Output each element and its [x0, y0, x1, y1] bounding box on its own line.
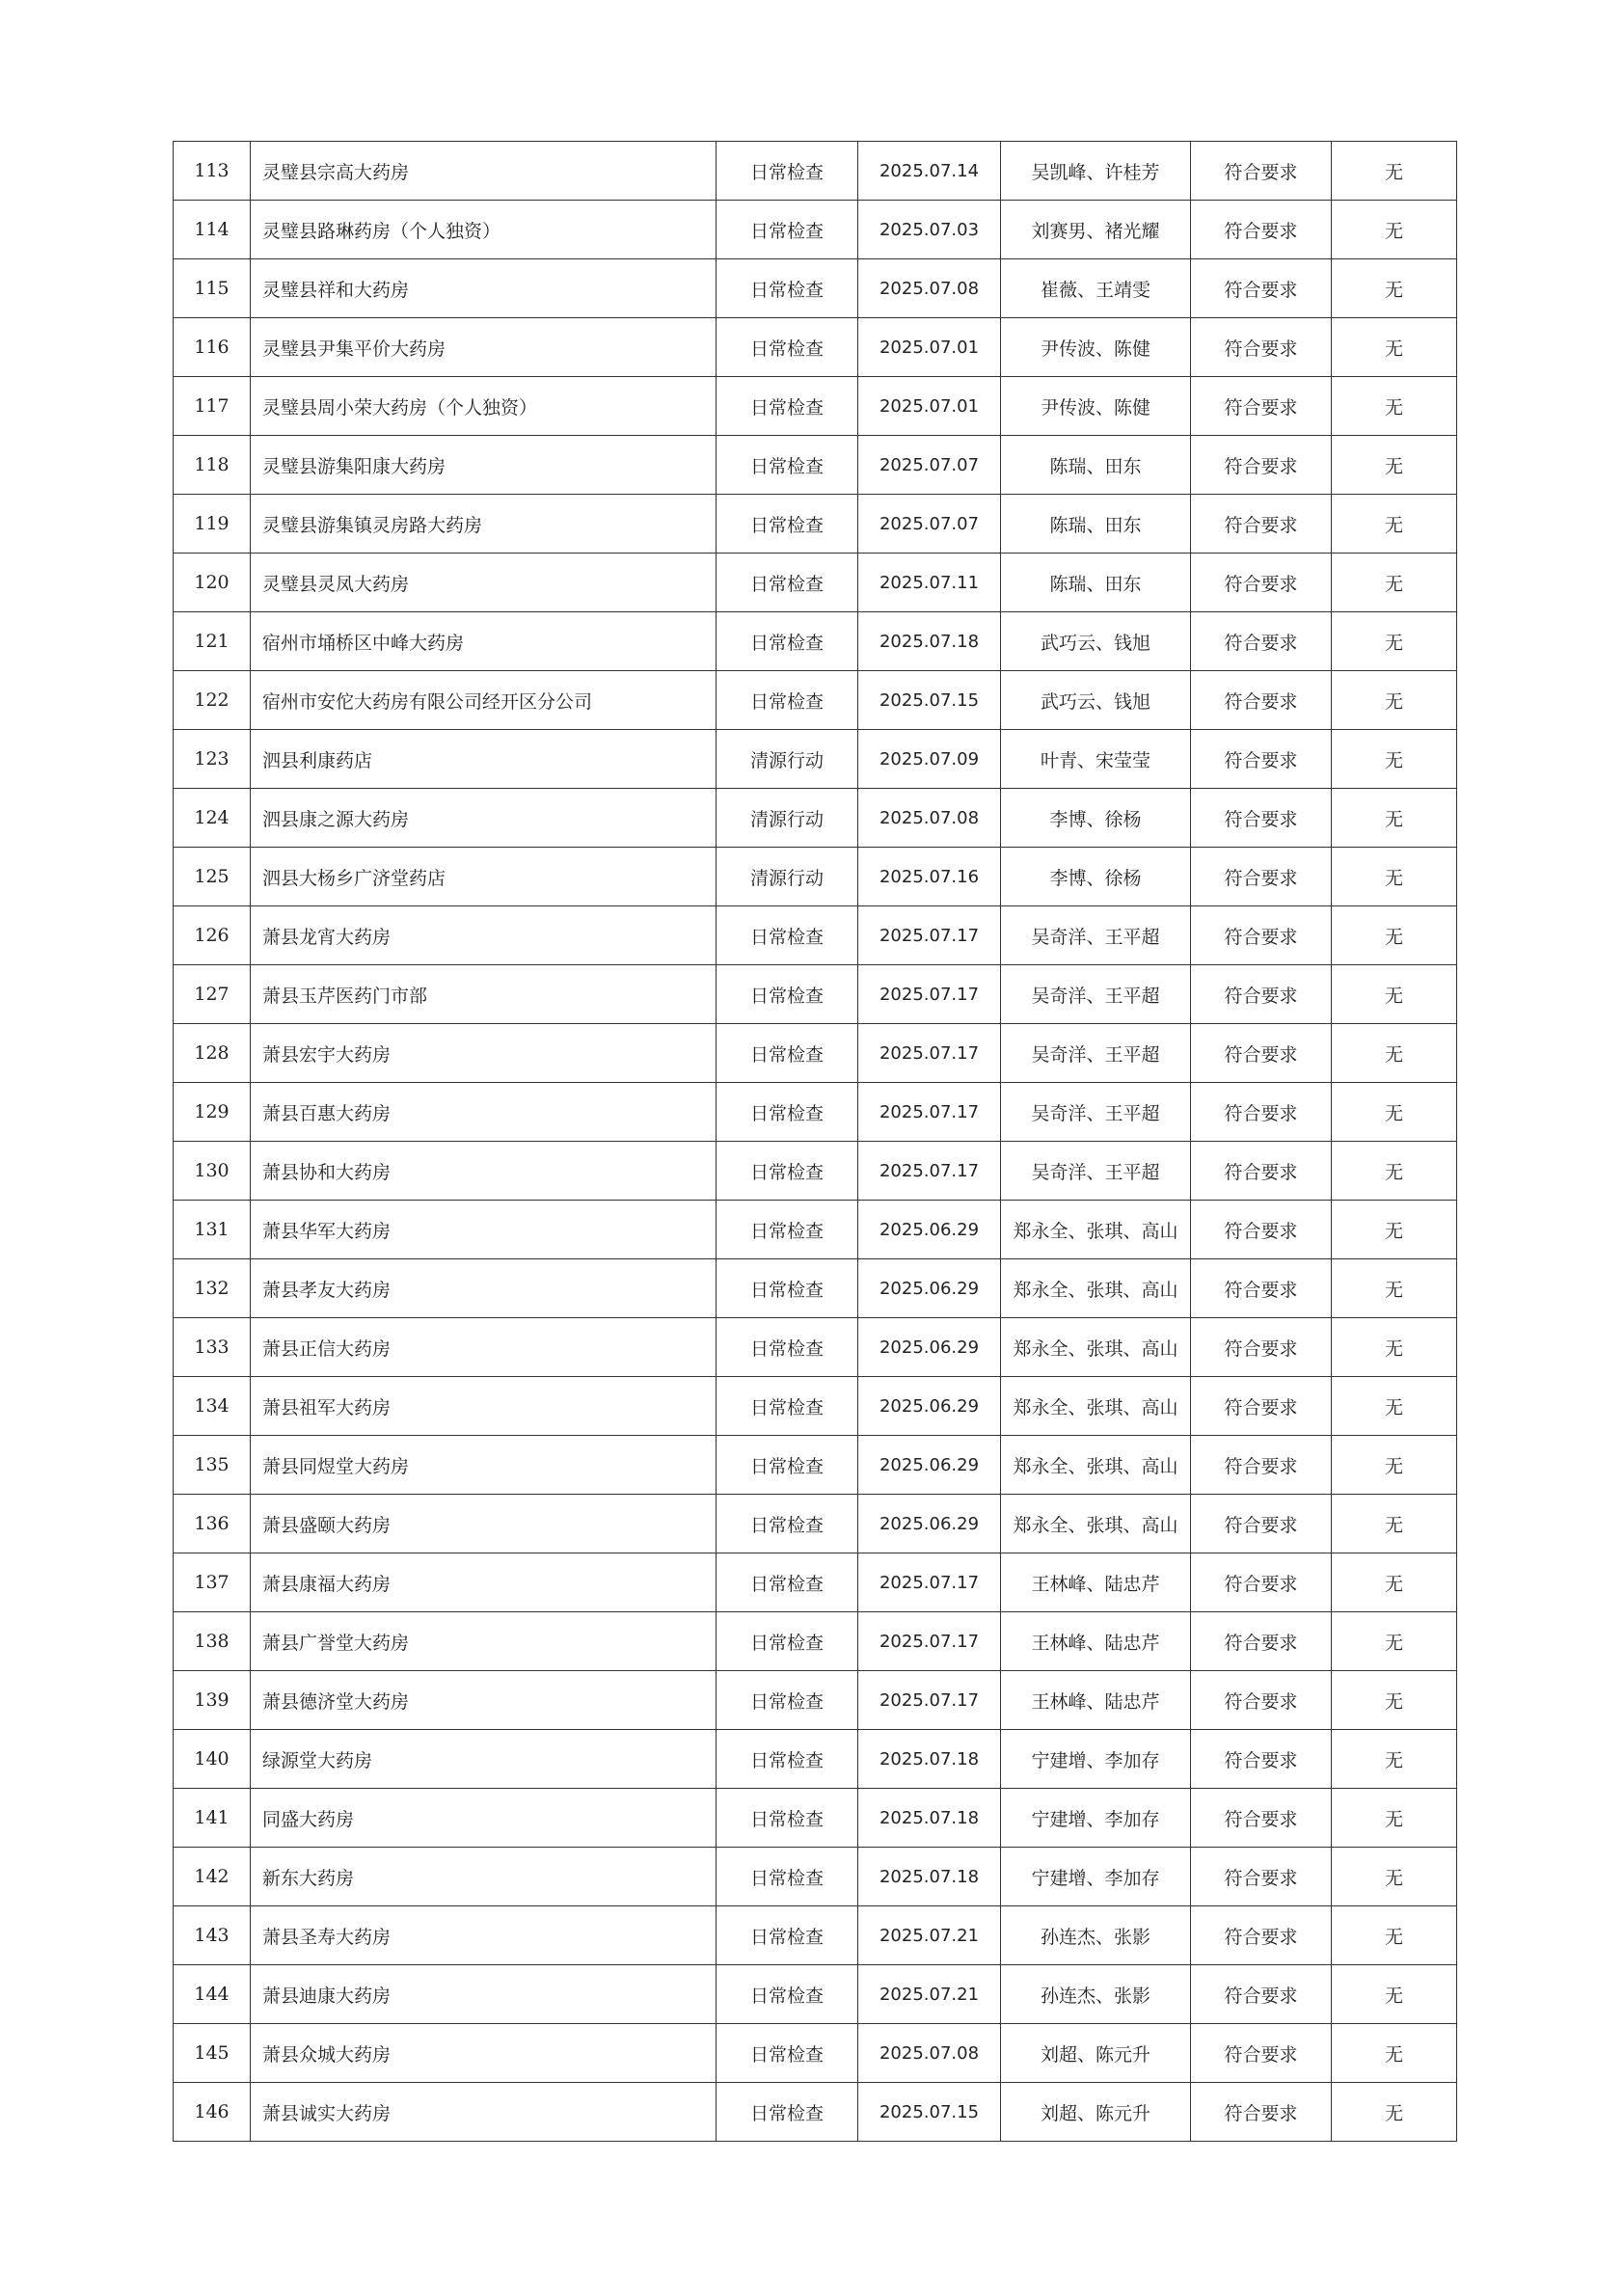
inspection-result-cell: 符合要求 [1191, 1848, 1332, 1906]
table-row [174, 671, 1457, 730]
table-row [174, 1318, 1457, 1377]
issues-found-cell: 无 [1332, 1612, 1457, 1671]
issues-found-cell: 无 [1332, 671, 1457, 730]
inspectors-cell: 郑永全、张琪、高山 [1001, 1377, 1191, 1436]
inspection-type-cell: 日常检查 [717, 1612, 858, 1671]
inspection-date-cell: 2025.06.29 [858, 1436, 1001, 1495]
inspection-type-cell: 日常检查 [717, 2024, 858, 2083]
inspectors-cell: 宁建增、李加存 [1001, 1848, 1191, 1906]
row-number-cell: 116 [174, 318, 251, 377]
row-number-cell: 122 [174, 671, 251, 730]
inspection-date-cell: 2025.06.29 [858, 1495, 1001, 1553]
pharmacy-name-cell: 宿州市安佗大药房有限公司经开区分公司 [251, 671, 717, 730]
inspection-date-cell: 2025.06.29 [858, 1318, 1001, 1377]
inspectors-cell: 王林峰、陆忠芹 [1001, 1671, 1191, 1730]
issues-found-cell: 无 [1332, 436, 1457, 495]
table-row [174, 142, 1457, 201]
issues-found-cell: 无 [1332, 848, 1457, 906]
pharmacy-name-cell: 萧县广誉堂大药房 [251, 1612, 717, 1671]
table-row [174, 1553, 1457, 1612]
inspection-date-cell: 2025.07.17 [858, 1024, 1001, 1083]
pharmacy-name-cell: 萧县众城大药房 [251, 2024, 717, 2083]
inspection-date-cell: 2025.07.08 [858, 259, 1001, 318]
inspection-type-cell: 日常检查 [717, 495, 858, 554]
inspection-type-cell: 日常检查 [717, 906, 858, 965]
table-row [174, 1789, 1457, 1848]
row-number-cell: 141 [174, 1789, 251, 1848]
row-number-cell: 146 [174, 2083, 251, 2142]
issues-found-cell: 无 [1332, 1671, 1457, 1730]
inspectors-cell: 尹传波、陈健 [1001, 318, 1191, 377]
inspection-type-cell: 日常检查 [717, 1730, 858, 1789]
inspection-type-cell: 清源行动 [717, 730, 858, 789]
row-number-cell: 134 [174, 1377, 251, 1436]
row-number-cell: 136 [174, 1495, 251, 1553]
inspection-result-cell: 符合要求 [1191, 1024, 1332, 1083]
inspectors-cell: 宁建增、李加存 [1001, 1789, 1191, 1848]
table-row [174, 1201, 1457, 1259]
table-row [174, 1965, 1457, 2024]
inspectors-cell: 尹传波、陈健 [1001, 377, 1191, 436]
inspection-result-cell: 符合要求 [1191, 377, 1332, 436]
table-row [174, 1083, 1457, 1142]
inspection-date-cell: 2025.07.18 [858, 1848, 1001, 1906]
inspection-type-cell: 日常检查 [717, 1142, 858, 1201]
pharmacy-name-cell: 萧县宏宇大药房 [251, 1024, 717, 1083]
row-number-cell: 137 [174, 1553, 251, 1612]
issues-found-cell: 无 [1332, 554, 1457, 612]
pharmacy-name-cell: 灵璧县路琳药房（个人独资） [251, 201, 717, 259]
pharmacy-name-cell: 泗县康之源大药房 [251, 789, 717, 848]
inspection-type-cell: 日常检查 [717, 2083, 858, 2142]
inspectors-cell: 郑永全、张琪、高山 [1001, 1259, 1191, 1318]
inspection-date-cell: 2025.07.17 [858, 1612, 1001, 1671]
inspection-type-cell: 日常检查 [717, 1201, 858, 1259]
issues-found-cell: 无 [1332, 1789, 1457, 1848]
table-row [174, 377, 1457, 436]
issues-found-cell: 无 [1332, 1318, 1457, 1377]
inspection-date-cell: 2025.06.29 [858, 1377, 1001, 1436]
row-number-cell: 133 [174, 1318, 251, 1377]
inspection-result-cell: 符合要求 [1191, 318, 1332, 377]
inspection-result-cell: 符合要求 [1191, 612, 1332, 671]
row-number-cell: 144 [174, 1965, 251, 2024]
table-row [174, 1377, 1457, 1436]
inspectors-cell: 王林峰、陆忠芹 [1001, 1612, 1191, 1671]
inspection-type-cell: 日常检查 [717, 1495, 858, 1553]
inspection-date-cell: 2025.07.15 [858, 2083, 1001, 2142]
issues-found-cell: 无 [1332, 1730, 1457, 1789]
table-row [174, 1024, 1457, 1083]
table-row [174, 906, 1457, 965]
table-row [174, 848, 1457, 906]
inspection-date-cell: 2025.07.17 [858, 965, 1001, 1024]
inspection-date-cell: 2025.07.17 [858, 1083, 1001, 1142]
table-row [174, 495, 1457, 554]
inspection-result-cell: 符合要求 [1191, 965, 1332, 1024]
row-number-cell: 127 [174, 965, 251, 1024]
table-row [174, 1612, 1457, 1671]
row-number-cell: 130 [174, 1142, 251, 1201]
issues-found-cell: 无 [1332, 1142, 1457, 1201]
table-row [174, 259, 1457, 318]
pharmacy-name-cell: 灵璧县尹集平价大药房 [251, 318, 717, 377]
inspection-date-cell: 2025.07.01 [858, 318, 1001, 377]
pharmacy-name-cell: 萧县德济堂大药房 [251, 1671, 717, 1730]
pharmacy-name-cell: 同盛大药房 [251, 1789, 717, 1848]
row-number-cell: 145 [174, 2024, 251, 2083]
inspectors-cell: 吴凯峰、许桂芳 [1001, 142, 1191, 201]
inspectors-cell: 武巧云、钱旭 [1001, 671, 1191, 730]
inspection-type-cell: 日常检查 [717, 142, 858, 201]
inspection-type-cell: 日常检查 [717, 1671, 858, 1730]
table-row [174, 1730, 1457, 1789]
inspection-date-cell: 2025.07.18 [858, 1789, 1001, 1848]
pharmacy-name-cell: 灵璧县祥和大药房 [251, 259, 717, 318]
pharmacy-name-cell: 灵璧县游集阳康大药房 [251, 436, 717, 495]
table-row [174, 1259, 1457, 1318]
inspection-type-cell: 日常检查 [717, 671, 858, 730]
pharmacy-name-cell: 宿州市埇桥区中峰大药房 [251, 612, 717, 671]
inspection-result-cell: 符合要求 [1191, 554, 1332, 612]
issues-found-cell: 无 [1332, 2024, 1457, 2083]
inspection-result-cell: 符合要求 [1191, 906, 1332, 965]
inspection-date-cell: 2025.07.11 [858, 554, 1001, 612]
row-number-cell: 126 [174, 906, 251, 965]
inspection-type-cell: 日常检查 [717, 259, 858, 318]
inspection-type-cell: 日常检查 [717, 201, 858, 259]
inspection-date-cell: 2025.07.07 [858, 436, 1001, 495]
issues-found-cell: 无 [1332, 1553, 1457, 1612]
inspection-date-cell: 2025.07.14 [858, 142, 1001, 201]
inspection-type-cell: 日常检查 [717, 1024, 858, 1083]
pharmacy-name-cell: 萧县康福大药房 [251, 1553, 717, 1612]
table-row [174, 1671, 1457, 1730]
inspection-result-cell: 符合要求 [1191, 201, 1332, 259]
pharmacy-name-cell: 灵璧县灵凤大药房 [251, 554, 717, 612]
row-number-cell: 119 [174, 495, 251, 554]
pharmacy-name-cell: 萧县孝友大药房 [251, 1259, 717, 1318]
inspection-type-cell: 日常检查 [717, 965, 858, 1024]
inspection-date-cell: 2025.06.29 [858, 1201, 1001, 1259]
inspection-type-cell: 日常检查 [717, 554, 858, 612]
inspection-type-cell: 日常检查 [717, 1436, 858, 1495]
inspection-result-cell: 符合要求 [1191, 1201, 1332, 1259]
issues-found-cell: 无 [1332, 318, 1457, 377]
table-row [174, 1848, 1457, 1906]
table-row [174, 965, 1457, 1024]
inspection-type-cell: 日常检查 [717, 1965, 858, 2024]
issues-found-cell: 无 [1332, 789, 1457, 848]
inspectors-cell: 郑永全、张琪、高山 [1001, 1201, 1191, 1259]
pharmacy-name-cell: 灵璧县游集镇灵房路大药房 [251, 495, 717, 554]
inspection-date-cell: 2025.06.29 [858, 1259, 1001, 1318]
issues-found-cell: 无 [1332, 1965, 1457, 2024]
inspection-date-cell: 2025.07.17 [858, 906, 1001, 965]
inspection-date-cell: 2025.07.17 [858, 1553, 1001, 1612]
inspection-date-cell: 2025.07.18 [858, 612, 1001, 671]
pharmacy-name-cell: 萧县盛颐大药房 [251, 1495, 717, 1553]
inspection-type-cell: 日常检查 [717, 1259, 858, 1318]
issues-found-cell: 无 [1332, 965, 1457, 1024]
inspection-type-cell: 日常检查 [717, 1789, 858, 1848]
table-row [174, 1436, 1457, 1495]
row-number-cell: 113 [174, 142, 251, 201]
inspection-type-cell: 日常检查 [717, 1848, 858, 1906]
issues-found-cell: 无 [1332, 906, 1457, 965]
inspection-result-cell: 符合要求 [1191, 1495, 1332, 1553]
row-number-cell: 114 [174, 201, 251, 259]
inspectors-cell: 陈瑞、田东 [1001, 554, 1191, 612]
inspectors-cell: 李博、徐杨 [1001, 848, 1191, 906]
inspectors-cell: 孙连杰、张影 [1001, 1965, 1191, 2024]
row-number-cell: 131 [174, 1201, 251, 1259]
row-number-cell: 138 [174, 1612, 251, 1671]
inspection-type-cell: 日常检查 [717, 1377, 858, 1436]
inspection-result-cell: 符合要求 [1191, 1730, 1332, 1789]
inspection-result-cell: 符合要求 [1191, 1671, 1332, 1730]
inspection-date-cell: 2025.07.01 [858, 377, 1001, 436]
inspection-result-cell: 符合要求 [1191, 436, 1332, 495]
issues-found-cell: 无 [1332, 1848, 1457, 1906]
table-row [174, 318, 1457, 377]
row-number-cell: 142 [174, 1848, 251, 1906]
inspection-result-cell: 符合要求 [1191, 1965, 1332, 2024]
pharmacy-name-cell: 萧县诚实大药房 [251, 2083, 717, 2142]
pharmacy-name-cell: 萧县龙宵大药房 [251, 906, 717, 965]
pharmacy-name-cell: 萧县正信大药房 [251, 1318, 717, 1377]
issues-found-cell: 无 [1332, 142, 1457, 201]
inspection-date-cell: 2025.07.09 [858, 730, 1001, 789]
inspectors-cell: 王林峰、陆忠芹 [1001, 1553, 1191, 1612]
inspectors-cell: 陈瑞、田东 [1001, 495, 1191, 554]
pharmacy-name-cell: 灵璧县周小荣大药房（个人独资） [251, 377, 717, 436]
table-row [174, 1906, 1457, 1965]
issues-found-cell: 无 [1332, 1906, 1457, 1965]
row-number-cell: 125 [174, 848, 251, 906]
inspection-result-cell: 符合要求 [1191, 1318, 1332, 1377]
row-number-cell: 143 [174, 1906, 251, 1965]
issues-found-cell: 无 [1332, 495, 1457, 554]
table-row [174, 789, 1457, 848]
pharmacy-name-cell: 灵璧县宗高大药房 [251, 142, 717, 201]
inspectors-cell: 宁建增、李加存 [1001, 1730, 1191, 1789]
row-number-cell: 115 [174, 259, 251, 318]
row-number-cell: 135 [174, 1436, 251, 1495]
pharmacy-name-cell: 泗县利康药店 [251, 730, 717, 789]
inspection-result-cell: 符合要求 [1191, 1553, 1332, 1612]
inspection-type-cell: 日常检查 [717, 612, 858, 671]
inspection-type-cell: 日常检查 [717, 318, 858, 377]
inspection-result-cell: 符合要求 [1191, 495, 1332, 554]
pharmacy-name-cell: 萧县百惠大药房 [251, 1083, 717, 1142]
row-number-cell: 118 [174, 436, 251, 495]
pharmacy-name-cell: 萧县协和大药房 [251, 1142, 717, 1201]
inspectors-cell: 刘超、陈元升 [1001, 2083, 1191, 2142]
table-body [174, 142, 1457, 2142]
issues-found-cell: 无 [1332, 1377, 1457, 1436]
row-number-cell: 121 [174, 612, 251, 671]
inspectors-cell: 陈瑞、田东 [1001, 436, 1191, 495]
inspection-result-cell: 符合要求 [1191, 2024, 1332, 2083]
pharmacy-name-cell: 新东大药房 [251, 1848, 717, 1906]
inspection-result-cell: 符合要求 [1191, 1377, 1332, 1436]
inspection-table [173, 141, 1457, 2142]
inspection-result-cell: 符合要求 [1191, 848, 1332, 906]
inspection-type-cell: 日常检查 [717, 436, 858, 495]
inspectors-cell: 崔薇、王靖雯 [1001, 259, 1191, 318]
table-row [174, 201, 1457, 259]
row-number-cell: 123 [174, 730, 251, 789]
issues-found-cell: 无 [1332, 1024, 1457, 1083]
inspectors-cell: 刘超、陈元升 [1001, 2024, 1191, 2083]
inspection-type-cell: 日常检查 [717, 1553, 858, 1612]
inspectors-cell: 吴奇洋、王平超 [1001, 1142, 1191, 1201]
row-number-cell: 120 [174, 554, 251, 612]
inspection-date-cell: 2025.07.21 [858, 1906, 1001, 1965]
row-number-cell: 117 [174, 377, 251, 436]
inspection-result-cell: 符合要求 [1191, 1259, 1332, 1318]
table-row [174, 554, 1457, 612]
issues-found-cell: 无 [1332, 1495, 1457, 1553]
inspection-type-cell: 日常检查 [717, 1906, 858, 1965]
issues-found-cell: 无 [1332, 1436, 1457, 1495]
inspectors-cell: 吴奇洋、王平超 [1001, 965, 1191, 1024]
row-number-cell: 139 [174, 1671, 251, 1730]
issues-found-cell: 无 [1332, 1201, 1457, 1259]
inspectors-cell: 吴奇洋、王平超 [1001, 1024, 1191, 1083]
issues-found-cell: 无 [1332, 2083, 1457, 2142]
issues-found-cell: 无 [1332, 730, 1457, 789]
inspection-date-cell: 2025.07.15 [858, 671, 1001, 730]
table-row [174, 436, 1457, 495]
inspection-result-cell: 符合要求 [1191, 1612, 1332, 1671]
inspectors-cell: 郑永全、张琪、高山 [1001, 1318, 1191, 1377]
inspection-date-cell: 2025.07.21 [858, 1965, 1001, 2024]
inspection-date-cell: 2025.07.18 [858, 1730, 1001, 1789]
pharmacy-name-cell: 萧县圣寿大药房 [251, 1906, 717, 1965]
inspection-date-cell: 2025.07.08 [858, 789, 1001, 848]
inspection-date-cell: 2025.07.03 [858, 201, 1001, 259]
inspection-result-cell: 符合要求 [1191, 789, 1332, 848]
inspection-result-cell: 符合要求 [1191, 1142, 1332, 1201]
inspection-result-cell: 符合要求 [1191, 142, 1332, 201]
inspection-date-cell: 2025.07.17 [858, 1142, 1001, 1201]
inspection-date-cell: 2025.07.17 [858, 1671, 1001, 1730]
inspection-result-cell: 符合要求 [1191, 259, 1332, 318]
table-row [174, 1495, 1457, 1553]
issues-found-cell: 无 [1332, 1259, 1457, 1318]
issues-found-cell: 无 [1332, 612, 1457, 671]
inspectors-cell: 郑永全、张琪、高山 [1001, 1495, 1191, 1553]
table-row [174, 2024, 1457, 2083]
pharmacy-name-cell: 萧县玉芹医药门市部 [251, 965, 717, 1024]
issues-found-cell: 无 [1332, 377, 1457, 436]
inspection-date-cell: 2025.07.07 [858, 495, 1001, 554]
inspectors-cell: 李博、徐杨 [1001, 789, 1191, 848]
inspectors-cell: 孙连杰、张影 [1001, 1906, 1191, 1965]
table-row [174, 1142, 1457, 1201]
inspection-type-cell: 日常检查 [717, 1318, 858, 1377]
table-row [174, 730, 1457, 789]
row-number-cell: 124 [174, 789, 251, 848]
table-row [174, 2083, 1457, 2142]
inspection-result-cell: 符合要求 [1191, 730, 1332, 789]
inspectors-cell: 吴奇洋、王平超 [1001, 1083, 1191, 1142]
row-number-cell: 132 [174, 1259, 251, 1318]
inspection-type-cell: 日常检查 [717, 1083, 858, 1142]
inspection-date-cell: 2025.07.16 [858, 848, 1001, 906]
inspectors-cell: 郑永全、张琪、高山 [1001, 1436, 1191, 1495]
row-number-cell: 129 [174, 1083, 251, 1142]
pharmacy-name-cell: 萧县同煜堂大药房 [251, 1436, 717, 1495]
issues-found-cell: 无 [1332, 259, 1457, 318]
inspection-result-cell: 符合要求 [1191, 1083, 1332, 1142]
row-number-cell: 140 [174, 1730, 251, 1789]
pharmacy-name-cell: 泗县大杨乡广济堂药店 [251, 848, 717, 906]
inspectors-cell: 吴奇洋、王平超 [1001, 906, 1191, 965]
inspectors-cell: 武巧云、钱旭 [1001, 612, 1191, 671]
row-number-cell: 128 [174, 1024, 251, 1083]
pharmacy-name-cell: 萧县迪康大药房 [251, 1965, 717, 2024]
pharmacy-name-cell: 萧县华军大药房 [251, 1201, 717, 1259]
pharmacy-name-cell: 绿源堂大药房 [251, 1730, 717, 1789]
issues-found-cell: 无 [1332, 201, 1457, 259]
inspectors-cell: 叶青、宋莹莹 [1001, 730, 1191, 789]
inspection-type-cell: 清源行动 [717, 848, 858, 906]
inspection-result-cell: 符合要求 [1191, 1906, 1332, 1965]
table-row [174, 612, 1457, 671]
inspection-type-cell: 日常检查 [717, 377, 858, 436]
inspection-result-cell: 符合要求 [1191, 1789, 1332, 1848]
pharmacy-name-cell: 萧县祖军大药房 [251, 1377, 717, 1436]
inspection-result-cell: 符合要求 [1191, 2083, 1332, 2142]
inspection-date-cell: 2025.07.08 [858, 2024, 1001, 2083]
inspectors-cell: 刘赛男、褚光耀 [1001, 201, 1191, 259]
inspection-result-cell: 符合要求 [1191, 1436, 1332, 1495]
issues-found-cell: 无 [1332, 1083, 1457, 1142]
inspection-result-cell: 符合要求 [1191, 671, 1332, 730]
inspection-type-cell: 清源行动 [717, 789, 858, 848]
